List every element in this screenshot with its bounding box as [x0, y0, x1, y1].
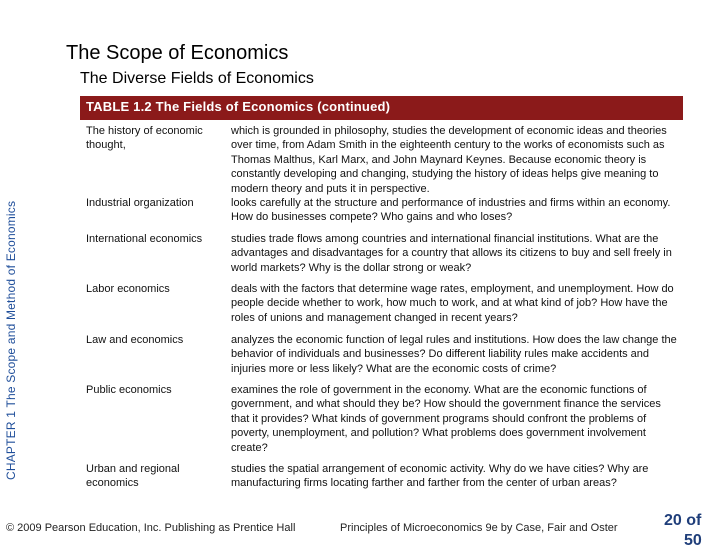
table-row: [80, 462, 683, 494]
chapter-side-label: CHAPTER 1 The Scope and Method of Economics: [4, 200, 18, 480]
field-description: examines the role of government in the economy. What are the economic functions of government, and what should they be? How should the government finance the services that it provides? What kinds of government programs should confront the problems of poverty, unemployment, and pollution? What problems does government involvement create?: [231, 384, 661, 454]
slide-subtitle: The Diverse Fields of Economics: [80, 70, 314, 87]
table-header: TABLE 1.2 The Fields of Economics (continued): [80, 96, 683, 120]
table-row: [80, 282, 683, 333]
field-description: studies the spatial arrangement of economic activity. Why do we have cities? Why are manufacturing firms locating farther and farther from the center of urban areas?: [231, 463, 649, 490]
fields-table: [80, 124, 683, 494]
slide-title: The Scope of Economics: [66, 42, 289, 64]
field-description: looks carefully at the structure and performance of industries and firms within an economy. How do businesses compete? Who gains and who loses?: [231, 197, 671, 224]
field-description: studies trade flows among countries and international financial institutions. What are the advantages and disadvantages for a country that allows its citizens to buy and sell freely in world markets? Why is the dollar strong or weak?: [231, 233, 672, 274]
field-name: Labor economics: [86, 283, 170, 295]
field-name: Law and economics: [86, 334, 184, 346]
field-name: International economics: [86, 233, 203, 245]
table-row: [80, 333, 683, 383]
field-name: The history of economic thought,: [86, 125, 203, 152]
table-row: [80, 196, 683, 232]
field-description: analyzes the economic function of legal rules and institutions. How does the law change the behavior of individuals and businesses? Do different liability rules make accidents and injuries more or less likely? What are the economic costs of crime?: [231, 334, 677, 375]
page-total: 50: [684, 532, 702, 549]
copyright-notice: © 2009 Pearson Education, Inc. Publishing as Prentice Hall: [6, 522, 296, 534]
table-row: [80, 383, 683, 462]
table-row: [80, 124, 683, 196]
page-number: [664, 512, 702, 549]
page-current: 20 of: [664, 512, 702, 529]
table-row: [80, 232, 683, 282]
field-description: which is grounded in philosophy, studies the development of economic ideas and theories over time, from Adam Smith in the eighteenth century to the works of economists such as Thomas Malthus, Karl Marx, and John Maynard Keynes. Because economic theory is constantly developing and changing, studying the history of ideas helps give meaning to modern theory and puts it in perspective.: [231, 125, 667, 195]
field-name: Urban and regional economics: [86, 463, 180, 490]
book-citation: Principles of Microeconomics 9e by Case, Fair and Oster: [340, 522, 618, 534]
field-name: Public economics: [86, 384, 172, 396]
field-description: deals with the factors that determine wage rates, employment, and unemployment. How do people decide whether to work, how much to work, and at what kind of job? How have the roles of unions and management changed in recent years?: [231, 283, 674, 324]
field-name: Industrial organization: [86, 197, 194, 209]
